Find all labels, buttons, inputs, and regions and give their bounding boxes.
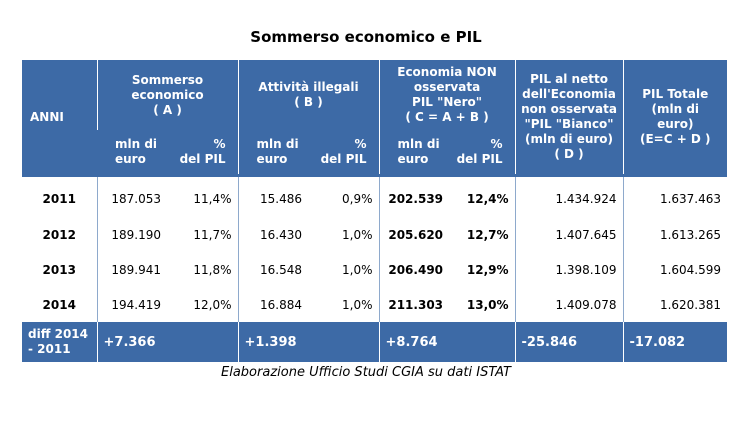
subheader-pct-pil [308,130,379,176]
header-text: % [213,137,226,151]
diff-row [22,322,727,362]
illegali-mln-cell: 16.430 [238,217,308,252]
header-text: % [354,137,367,151]
pil-totale-cell: 1.637.463 [623,176,727,218]
header-text: PIL al netto [530,72,608,86]
header-text: mln di [397,137,440,151]
non-osservata-pct-cell: 12,9% [466,262,509,277]
header-text: ( A ) [153,102,182,117]
pil-netto-cell: 1.398.109 [515,252,623,287]
subheader-pct-pil [167,130,238,176]
year-cell: 2014 [42,297,76,312]
illegali-pct-cell: 0,9% [308,176,379,218]
header-economia-non-osservata [379,60,515,130]
pil-netto-cell: 1.409.078 [515,287,623,322]
header-text: PIL "Nero" [412,95,482,109]
header-text: (mln di euro) [525,132,614,146]
header-text: PIL Totale [642,87,709,101]
header-pil-netto [515,60,623,176]
subheader-pct-pil [449,130,515,176]
sommerso-mln-cell: 194.419 [97,287,167,322]
year-cell: 2012 [42,227,76,242]
diff-illegali: +1.398 [238,322,379,362]
header-text: (mln di [651,102,700,116]
diff-pil-netto: -25.846 [515,322,623,362]
sommerso-pct-cell: 12,0% [193,297,232,312]
header-sommerso [97,60,238,130]
header-text: dell'Economia [522,87,616,101]
illegali-mln-cell: 16.884 [238,287,308,322]
non-osservata-pct-cell: 13,0% [466,297,509,312]
illegali-mln-cell: 15.486 [238,176,308,218]
year-cell: 2013 [42,262,76,277]
sommerso-mln-cell: 187.053 [97,176,167,218]
pil-netto-cell: 1.434.924 [515,176,623,218]
non-osservata-mln-cell: 206.490 [379,252,449,287]
source-caption: Elaborazione Ufficio Studi CGIA su dati ISTAT [221,365,511,380]
sommerso-mln-cell: 189.190 [97,217,167,252]
header-text: euro [397,152,429,166]
subheader-mln-euro [238,130,308,176]
header-text: "PIL "Bianco" [524,117,614,131]
illegali-pct-cell: 1,0% [342,262,373,277]
non-osservata-mln-cell: 205.620 [379,217,449,252]
sommerso-pct-cell: 11,8% [193,262,232,277]
year-cell: 2011 [22,176,97,218]
non-osservata-mln-cell: 211.303 [379,287,449,322]
diff-sommerso: +7.366 [97,322,238,362]
pil-totale-cell: 1.613.265 [623,217,727,252]
header-text: euro [115,152,146,166]
illegali-pct-cell: 1,0% [342,297,373,312]
diff-pil-totale: -17.082 [623,322,727,362]
header-text: euro [256,152,288,166]
diff-non-osservata: +8.764 [379,322,515,362]
header-text: del PIL [456,152,503,166]
non-osservata-mln-cell: 202.539 [379,176,449,218]
header-text: non osservata [521,102,617,116]
header-text: Economia NON [397,65,497,79]
header-text: euro) [657,117,694,131]
sommerso-mln-cell: 189.941 [97,252,167,287]
header-attivita-illegali [238,60,379,130]
sommerso-pct-cell: 11,7% [193,227,232,242]
header-text: ( D ) [554,147,584,161]
header-text: mln di [115,137,158,151]
header-text: % [490,137,503,151]
pil-netto-cell: 1.407.645 [515,217,623,252]
header-text: mln di [256,137,299,151]
header-text: economico [131,87,204,102]
table-row [22,252,727,287]
non-osservata-pct-cell: 12,7% [466,227,509,242]
header-text: del PIL [320,152,367,166]
data-table [22,60,727,362]
diff-label [22,322,97,362]
table-title: Sommerso economico e PIL [250,28,482,46]
pil-totale-cell: 1.604.599 [623,252,727,287]
illegali-pct-cell: 1,0% [342,227,373,242]
pil-totale-cell: 1.620.381 [623,287,727,322]
header-anni: ANNI [22,60,97,176]
table-row [22,217,727,252]
diff-label-line: diff 2014 [28,327,88,341]
diff-label-line: - 2011 [28,342,71,356]
header-text: ( B ) [294,95,323,109]
subheader-mln-euro [379,130,449,176]
non-osservata-pct-cell: 12,4% [449,176,515,218]
header-text: Sommerso [131,72,204,87]
header-text: del PIL [179,152,226,166]
header-pil-totale [623,60,727,176]
table-row [22,176,727,218]
illegali-mln-cell: 16.548 [238,252,308,287]
subheader-mln-euro [97,130,167,176]
table-row [22,287,727,322]
header-text: ( C = A + B ) [405,110,489,124]
header-text: osservata [413,80,481,94]
header-text: Attività illegali [258,80,359,94]
sommerso-pct-cell: 11,4% [167,176,238,218]
header-text: (E=C + D ) [639,132,711,146]
